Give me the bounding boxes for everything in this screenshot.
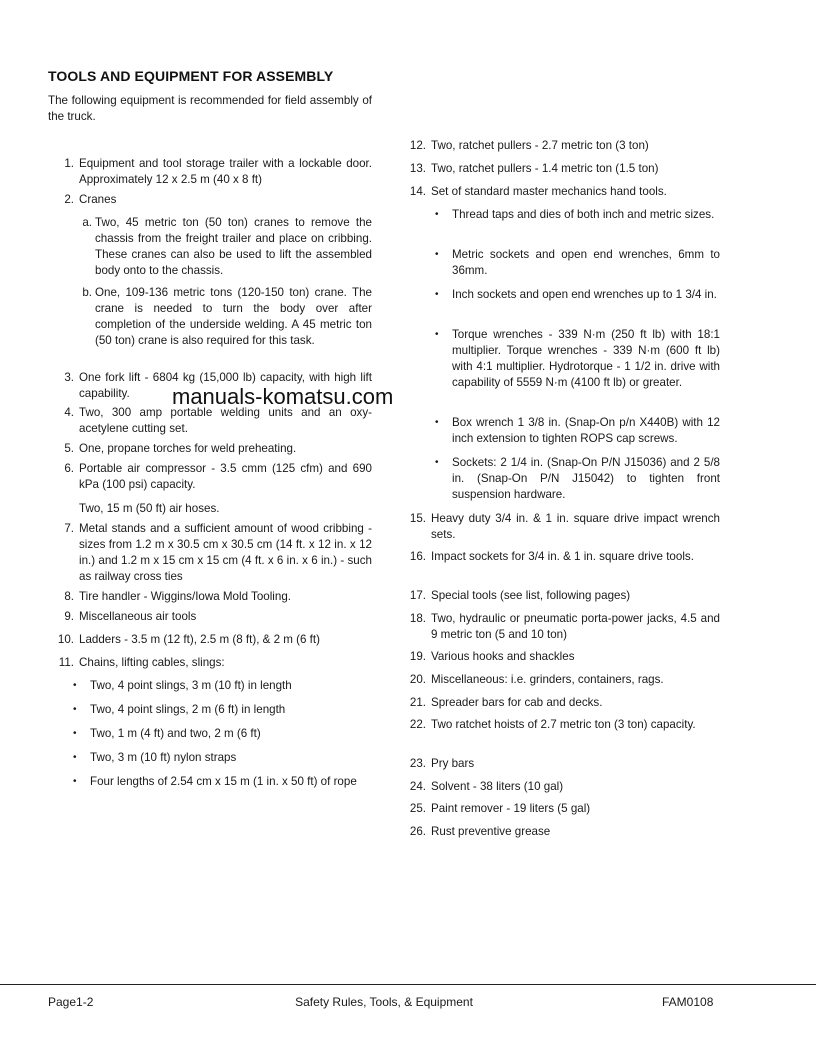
bullet-icon: •	[435, 417, 439, 428]
item-text: Tire handler - Wiggins/Iowa Mold Tooling.	[79, 590, 292, 603]
bullet-text: Thread taps and dies of both inch and metric sizes.	[452, 208, 715, 221]
tool-bullet	[435, 247, 720, 279]
bullet-text: Box wrench 1 3/8 in. (Snap-On p/n X440B) with 12 inch extension to tighten ROPS cap screws.	[452, 416, 720, 445]
bullet-text: Four lengths of 2.54 cm x 15 m (1 in. x 50 ft) of rope	[90, 775, 357, 788]
item-number: 14.	[409, 185, 426, 198]
watermark-text: manuals-komatsu.com	[172, 384, 394, 409]
intro-paragraph: The following equipment is recommended for field assembly of the truck.	[48, 94, 372, 123]
sling-bullet	[73, 726, 372, 742]
list-item	[400, 611, 720, 643]
tool-bullet	[435, 287, 720, 303]
list-item	[400, 649, 720, 665]
list-item	[400, 695, 720, 711]
sling-bullet	[73, 702, 372, 718]
list-item	[400, 756, 720, 772]
item-text: Portable air compressor - 3.5 cmm (125 cfm) and 690 kPa (100 psi) capacity.	[79, 462, 372, 491]
item-text: Two ratchet hoists of 2.7 metric ton (3 ton) capacity.	[431, 718, 696, 731]
bullet-text: Two, 1 m (4 ft) and two, 2 m (6 ft)	[90, 727, 261, 740]
item-number: 2.	[64, 193, 74, 206]
bullet-icon: •	[73, 728, 77, 739]
item-text: Chains, lifting cables, slings:	[79, 656, 225, 669]
item-number: 11.	[58, 656, 74, 669]
list-item	[400, 672, 720, 688]
item-number: 16.	[409, 550, 426, 563]
item-text: Two, ratchet pullers - 1.4 metric ton (1.5 ton)	[431, 162, 659, 175]
item-text: One fork lift - 6804 kg (15,000 lb) capacity, with high lift capability.	[79, 371, 372, 400]
list-item	[48, 609, 372, 625]
bullet-text: Two, 3 m (10 ft) nylon straps	[90, 751, 237, 764]
bullet-icon: •	[435, 329, 439, 340]
item-number: 19.	[409, 650, 426, 663]
item-text: Equipment and tool storage trailer with a lockable door. Approximately 12 x 2.5 m (40 x 8 ft)	[79, 157, 372, 186]
list-item	[48, 521, 372, 585]
item-number: 12.	[409, 139, 426, 152]
subitem-text: One, 109-136 metric tons (120-150 ton) crane. The crane is needed to turn the body over after completion of the underside welding. A 45 metric ton (50 ton) crane is also required for this task.	[95, 286, 372, 347]
list-item	[48, 632, 372, 648]
tool-bullet	[435, 455, 720, 503]
crane-subitem	[80, 215, 372, 279]
list-item	[400, 161, 720, 177]
bullet-icon: •	[73, 776, 77, 787]
item-text: Two, ratchet pullers - 2.7 metric ton (3 ton)	[431, 139, 649, 152]
bullet-icon: •	[73, 752, 77, 763]
bullet-icon: •	[435, 457, 439, 468]
page-number: Page1-2	[48, 995, 94, 1009]
list-item	[48, 192, 372, 208]
list-item	[400, 824, 720, 840]
subitem-label: b.	[82, 286, 92, 299]
item-number: 24.	[409, 780, 426, 793]
list-item	[400, 511, 720, 543]
item-number: 26.	[409, 825, 426, 838]
item-text: Cranes	[79, 193, 117, 206]
item-number: 8.	[64, 590, 74, 603]
list-item	[48, 461, 372, 493]
item-number: 17.	[409, 589, 426, 602]
bullet-icon: •	[435, 209, 439, 220]
footer-divider	[0, 984, 816, 985]
item-number: 1.	[64, 157, 74, 170]
crane-subitem	[80, 285, 372, 349]
bullet-icon: •	[73, 704, 77, 715]
bullet-text: Two, 4 point slings, 2 m (6 ft) in length	[90, 703, 286, 716]
item-text: Miscellaneous: i.e. grinders, containers, rags.	[431, 673, 664, 686]
item-text: Solvent - 38 liters (10 gal)	[431, 780, 564, 793]
bullet-text: Torque wrenches - 339 N·m (250 ft lb) with 18:1 multiplier. Torque wrenches - 339 N·m (600 ft lb) with 4:1 multiplier. Hydrotorque - 1 1/2 in. drive with capability of 5559 N·m (4100 ft lb) or greater.	[452, 328, 720, 389]
item-number: 22.	[409, 718, 426, 731]
list-item	[400, 801, 720, 817]
item-text: Ladders - 3.5 m (12 ft), 2.5 m (8 ft), & 2 m (6 ft)	[79, 633, 320, 646]
section-title: TOOLS AND EQUIPMENT FOR ASSEMBLY	[48, 68, 334, 84]
list-item	[48, 589, 372, 605]
item-text: Various hooks and shackles	[431, 650, 575, 663]
item-number: 15.	[409, 512, 426, 525]
document-code: FAM0108	[662, 995, 714, 1009]
bullet-icon: •	[435, 289, 439, 300]
item-text: Impact sockets for 3/4 in. & 1 in. square drive tools.	[431, 550, 694, 563]
list-item	[400, 588, 720, 604]
list-item	[400, 779, 720, 795]
item-text: Paint remover - 19 liters (5 gal)	[431, 802, 591, 815]
item-text: Pry bars	[431, 757, 475, 770]
air-hoses-note: Two, 15 m (50 ft) air hoses.	[79, 502, 220, 515]
tool-bullet	[435, 207, 720, 223]
item-number: 25.	[409, 802, 426, 815]
tool-bullet	[435, 327, 720, 391]
subitem-label: a.	[82, 216, 92, 229]
bullet-icon: •	[435, 249, 439, 260]
item-number: 10.	[57, 633, 74, 646]
item-number: 23.	[409, 757, 426, 770]
list-item	[400, 184, 720, 200]
list-item	[400, 549, 720, 565]
item-number: 13.	[409, 162, 426, 175]
bullet-text: Inch sockets and open end wrenches up to 1 3/4 in.	[452, 288, 717, 301]
item-text: Two, hydraulic or pneumatic porta-power jacks, 4.5 and 9 metric ton (5 and 10 ton)	[431, 612, 720, 641]
item-number: 6.	[64, 462, 74, 475]
item-number: 18.	[409, 612, 426, 625]
item-number: 21.	[409, 696, 426, 709]
item-number: 20.	[409, 673, 426, 686]
bullet-icon: •	[73, 680, 77, 691]
list-item	[48, 655, 372, 671]
item-text: Miscellaneous air tools	[79, 610, 197, 623]
item-text: One, propane torches for weld preheating.	[79, 442, 297, 455]
sling-bullet	[73, 750, 372, 766]
item-number: 4.	[64, 406, 74, 419]
list-item	[400, 717, 720, 733]
bullet-text: Metric sockets and open end wrenches, 6mm to 36mm.	[452, 248, 720, 277]
item-number: 5.	[64, 442, 74, 455]
item-text: Two, 300 amp portable welding units and an oxy-acetylene cutting set.	[79, 406, 372, 435]
subitem-text: Two, 45 metric ton (50 ton) cranes to remove the chassis from the freight trailer and place on cribbing. These cranes can also be used to lift the assembled body onto to the chassis.	[95, 216, 372, 277]
item-text: Set of standard master mechanics hand tools.	[431, 185, 667, 198]
bullet-text: Sockets: 2 1/4 in. (Snap-On P/N J15036) and 2 5/8 in. (Snap-On P/N J15042) to tighten front suspension hardware.	[452, 456, 720, 501]
list-item	[48, 441, 372, 457]
sling-bullet	[73, 774, 372, 790]
item-number: 9.	[64, 610, 74, 623]
list-item	[48, 156, 372, 188]
tool-bullet	[435, 415, 720, 447]
item-text: Metal stands and a sufficient amount of wood cribbing - sizes from 1.2 m x 30.5 cm x 30.5 cm (14 ft. x 12 in. x 12 in.) and 1.2 m x 15 cm x 15 cm (4 ft. x 6 in. x 6 in.) - such as railway cross ties	[79, 522, 372, 583]
bullet-text: Two, 4 point slings, 3 m (10 ft) in length	[90, 679, 292, 692]
item-text: Spreader bars for cab and decks.	[431, 696, 603, 709]
item-text: Rust preventive grease	[431, 825, 551, 838]
list-item	[400, 138, 720, 154]
item-text: Heavy duty 3/4 in. & 1 in. square drive impact wrench sets.	[431, 512, 720, 541]
item-number: 7.	[64, 522, 74, 535]
sling-bullet	[73, 678, 372, 694]
item-number: 3.	[64, 371, 74, 384]
footer-section-title: Safety Rules, Tools, & Equipment	[295, 995, 473, 1009]
item-text: Special tools (see list, following pages)	[431, 589, 631, 602]
